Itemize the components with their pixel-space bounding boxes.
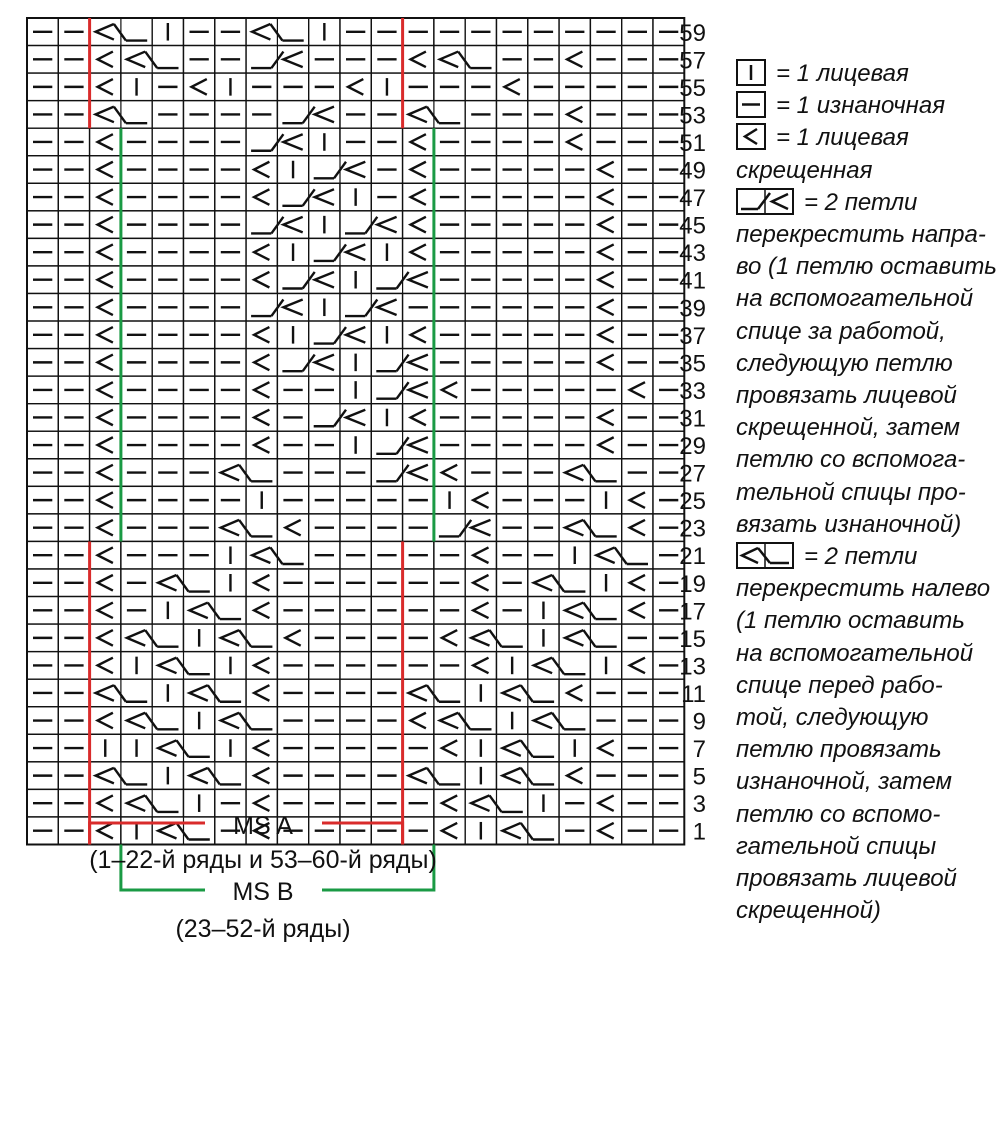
legend-cross-right	[736, 187, 998, 541]
chart-row	[27, 624, 684, 652]
ms-b-range: (23–52-й ряды)	[175, 915, 351, 943]
legend-cross-right-text: = 2 петли	[804, 188, 918, 216]
chart-cell	[590, 404, 621, 432]
chart-cell	[90, 486, 121, 514]
legend-line: тельной спицы про-	[736, 478, 966, 506]
chart-cell	[246, 404, 277, 432]
legend-line: спице за работой,	[736, 317, 946, 345]
row-number: 41	[679, 267, 706, 295]
legend-line: (1 петлю оставить	[736, 607, 965, 635]
legend-line: скрещенной)	[736, 897, 881, 925]
chart-cell	[184, 73, 215, 101]
chart-row	[27, 404, 684, 432]
chart-row	[27, 238, 684, 266]
legend-line: петлю со вспомога-	[736, 446, 966, 474]
chart-row	[27, 183, 684, 211]
row-number: 35	[679, 350, 706, 378]
chart-cell	[434, 376, 465, 404]
legend-line: петлю провязать	[736, 736, 942, 764]
chart-row	[27, 101, 684, 129]
row-number: 27	[679, 460, 706, 488]
row-number: 19	[679, 570, 706, 598]
chart-cell	[246, 321, 277, 349]
row-number: 53	[679, 102, 706, 130]
chart-row	[27, 514, 684, 542]
chart-cell	[434, 789, 465, 817]
knit-symbol-icon	[736, 59, 766, 86]
chart-cell	[590, 211, 621, 239]
chart-cell	[622, 652, 653, 680]
chart-cell	[90, 128, 121, 156]
chart-cell	[465, 541, 496, 569]
chart-cell	[90, 404, 121, 432]
chart-row	[27, 707, 684, 735]
chart-cell	[90, 73, 121, 101]
chart-row	[27, 569, 684, 597]
row-number: 59	[679, 19, 706, 47]
legend-cross-left-desc	[736, 573, 998, 927]
chart-cell	[90, 238, 121, 266]
chart-cell	[246, 238, 277, 266]
row-number: 17	[679, 598, 706, 626]
chart-cell	[246, 762, 277, 790]
chart-cell	[465, 486, 496, 514]
chart-cell	[590, 734, 621, 762]
chart-row	[27, 349, 684, 377]
row-number: 45	[679, 212, 706, 240]
chart-cell	[403, 156, 434, 184]
row-number: 49	[679, 157, 706, 185]
row-number: 11	[681, 680, 706, 708]
legend-line: во (1 петлю оставить	[736, 253, 997, 281]
chart-cell	[90, 376, 121, 404]
cross-right-symbol-icon	[736, 188, 794, 215]
legend-twisted-text: = 1 лицевая	[776, 124, 909, 152]
chart-cell	[277, 624, 308, 652]
chart-cell	[403, 707, 434, 735]
chart-cell	[246, 156, 277, 184]
chart-cell	[590, 266, 621, 294]
chart-cell	[559, 762, 590, 790]
legend-line: перекрестить напра-	[736, 221, 986, 249]
chart-cell	[559, 679, 590, 707]
chart-row	[27, 597, 684, 625]
legend-purl	[736, 90, 998, 122]
chart-cell	[434, 734, 465, 762]
row-number: 43	[679, 240, 706, 268]
chart-row	[27, 211, 684, 239]
chart-cell	[246, 349, 277, 377]
chart-cell	[246, 679, 277, 707]
legend-line: провязать лицевой	[736, 865, 957, 893]
chart-cell	[590, 789, 621, 817]
chart-row	[27, 46, 684, 74]
chart-cell	[90, 652, 121, 680]
row-number: 5	[692, 763, 706, 791]
legend-line: скрещенной, затем	[736, 414, 961, 442]
chart-cell	[465, 569, 496, 597]
row-number: 21	[679, 543, 706, 571]
row-number: 15	[679, 625, 706, 653]
legend-purl-text: = 1 изнаночная	[776, 92, 946, 120]
row-number: 55	[679, 74, 706, 102]
chart-cell	[246, 431, 277, 459]
chart-cell	[590, 238, 621, 266]
chart-cell	[403, 211, 434, 239]
legend-cross-right-desc	[736, 219, 998, 541]
legend-line: на вспомогательной	[736, 285, 974, 313]
legend-twisted	[736, 122, 998, 186]
legend-line: гательной спицы	[736, 832, 937, 860]
chart-cell	[246, 183, 277, 211]
chart-row	[27, 734, 684, 762]
chart-cell	[434, 817, 465, 845]
chart-cell	[559, 128, 590, 156]
twisted-knit-symbol-icon	[736, 123, 766, 150]
chart-row	[27, 679, 684, 707]
chart-cell	[246, 266, 277, 294]
chart-cell	[590, 817, 621, 845]
chart-cell	[559, 46, 590, 74]
chart-cell	[246, 376, 277, 404]
chart-cell	[90, 156, 121, 184]
legend-line: петлю со вспомо-	[736, 800, 941, 828]
chart-cell	[622, 597, 653, 625]
chart-row	[27, 817, 684, 845]
chart-cell	[403, 404, 434, 432]
chart-row	[27, 431, 684, 459]
chart-cell	[434, 459, 465, 487]
chart-cell	[90, 321, 121, 349]
chart-cell	[403, 321, 434, 349]
legend-cross-left-text: = 2 петли	[804, 543, 918, 571]
chart-cell	[246, 597, 277, 625]
chart-row	[27, 294, 684, 322]
chart-row	[27, 486, 684, 514]
row-number: 9	[692, 708, 706, 736]
chart-cell	[622, 376, 653, 404]
chart-row	[27, 459, 684, 487]
chart-cell	[403, 128, 434, 156]
chart-cell	[403, 46, 434, 74]
chart-cell	[403, 183, 434, 211]
row-number: 39	[679, 295, 706, 323]
row-number: 13	[679, 653, 706, 681]
chart-cell	[90, 459, 121, 487]
chart-row	[27, 789, 684, 817]
chart-grid	[27, 18, 684, 845]
row-number: 31	[679, 405, 706, 433]
chart-row	[27, 321, 684, 349]
legend-line: изнаночной, затем	[736, 768, 952, 796]
legend-knit	[736, 58, 998, 90]
ms-a-range: (1–22-й ряды и 53–60-й ряды)	[89, 846, 437, 874]
chart-cell	[590, 431, 621, 459]
legend-line: следующую петлю	[736, 349, 953, 377]
chart-cell	[246, 652, 277, 680]
chart-cell	[277, 514, 308, 542]
row-number: 23	[679, 515, 706, 543]
chart-cell	[465, 652, 496, 680]
chart-cell	[590, 183, 621, 211]
row-number: 7	[692, 736, 706, 764]
legend-line: той, следующую	[736, 704, 929, 732]
chart-cell	[246, 734, 277, 762]
chart-cell	[90, 624, 121, 652]
legend-line: на вспомогательной	[736, 639, 974, 667]
chart-row	[27, 18, 684, 46]
chart-cell	[559, 101, 590, 129]
chart-cell	[90, 707, 121, 735]
row-number: 1	[692, 818, 706, 846]
chart-row	[27, 541, 684, 569]
chart-cell	[622, 486, 653, 514]
chart-cell	[90, 211, 121, 239]
legend-twisted-cont: скрещенная	[736, 156, 873, 184]
chart-cell	[590, 321, 621, 349]
row-number: 29	[679, 433, 706, 461]
chart-cell	[90, 431, 121, 459]
chart-row	[27, 73, 684, 101]
chart-cell	[590, 294, 621, 322]
chart-row	[27, 762, 684, 790]
chart-cell	[465, 597, 496, 625]
chart-cell	[590, 349, 621, 377]
legend-knit-text: = 1 лицевая	[776, 60, 909, 87]
legend-cross-left	[736, 541, 998, 927]
chart-cell	[90, 514, 121, 542]
cross-left-symbol-icon	[736, 542, 794, 569]
legend-line: вязать изнаночной)	[736, 510, 962, 538]
row-number: 25	[679, 488, 706, 516]
chart-row	[27, 266, 684, 294]
ms-b-label: MS B	[232, 878, 294, 906]
chart-cell	[622, 569, 653, 597]
row-number: 37	[679, 322, 706, 350]
legend-line: перекрестить налево	[736, 575, 991, 603]
chart-cell	[90, 349, 121, 377]
row-number: 3	[692, 791, 706, 819]
chart-cell	[90, 46, 121, 74]
chart-row	[27, 376, 684, 404]
chart-cell	[90, 541, 121, 569]
chart-cell	[246, 569, 277, 597]
chart-cell	[622, 514, 653, 542]
ms-a-label: MS A	[233, 812, 293, 840]
chart-cell	[434, 624, 465, 652]
legend	[736, 58, 998, 927]
chart-cell	[90, 569, 121, 597]
chart-cell	[90, 817, 121, 845]
chart-cell	[403, 238, 434, 266]
chart-row	[27, 652, 684, 680]
row-number: 47	[679, 185, 706, 213]
chart-cell	[497, 73, 528, 101]
chart-cell	[590, 156, 621, 184]
chart-row	[27, 128, 684, 156]
chart-cell	[90, 789, 121, 817]
chart-cell	[90, 597, 121, 625]
row-number: 51	[679, 129, 706, 157]
chart-cell	[90, 294, 121, 322]
row-number: 57	[679, 47, 706, 75]
chart-row	[27, 156, 684, 184]
chart-cell	[90, 266, 121, 294]
row-number: 33	[679, 377, 706, 405]
chart-cell	[90, 183, 121, 211]
chart-cell	[340, 73, 371, 101]
legend-line: спице перед рабо-	[736, 671, 943, 699]
purl-symbol-icon	[736, 91, 766, 118]
legend-line: провязать лицевой	[736, 382, 957, 410]
